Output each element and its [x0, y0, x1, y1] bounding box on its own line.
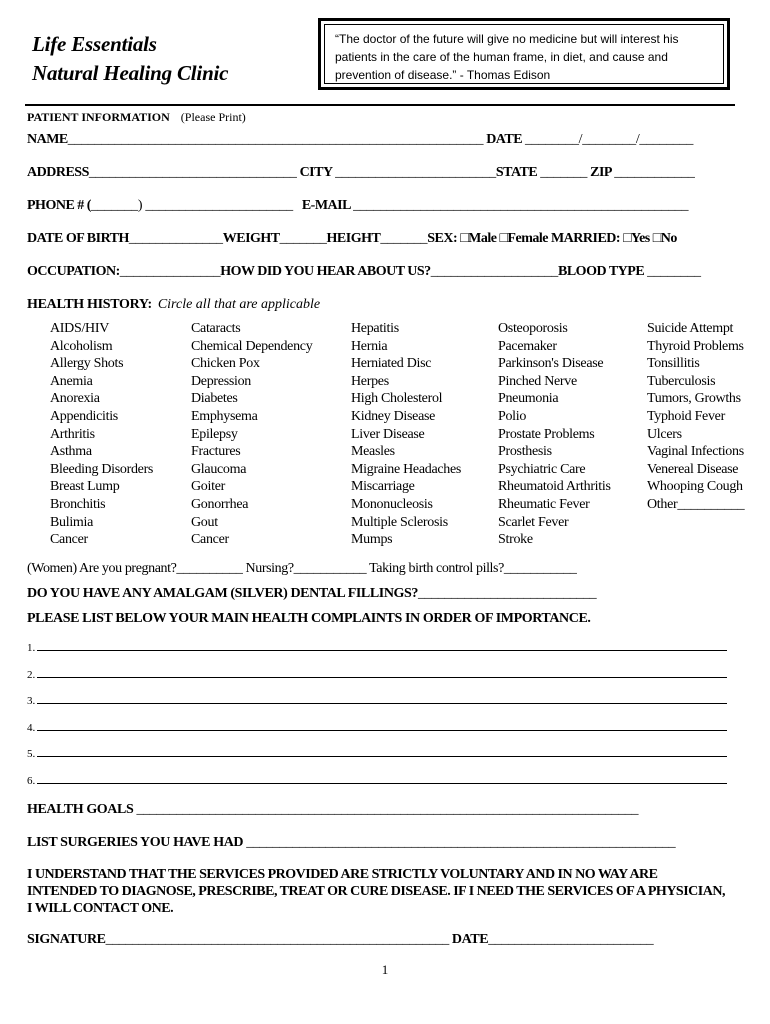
condition-item[interactable]: Asthma	[50, 444, 92, 460]
email-field[interactable]: __________________________________________________	[353, 198, 689, 213]
condition-item[interactable]: Venereal Disease	[647, 461, 739, 477]
clinic-name-line1: Life Essentials	[32, 32, 157, 56]
address-label: ADDRESS	[27, 165, 89, 180]
health-history-title: HEALTH HISTORY:	[27, 297, 152, 312]
complaint-line[interactable]	[27, 695, 730, 707]
condition-item[interactable]: Herniated Disc	[351, 356, 432, 372]
occupation-label: OCCUPATION:	[27, 264, 120, 279]
phone-label: PHONE # (	[27, 198, 91, 213]
condition-item[interactable]: Emphysema	[191, 408, 258, 424]
signature-row	[27, 932, 653, 948]
page-number: 1	[381, 962, 389, 977]
condition-item[interactable]: Stroke	[498, 532, 533, 548]
complaint-number: 6.	[27, 775, 36, 787]
name-label: NAME	[27, 132, 68, 147]
surgeries-label: LIST SURGERIES YOU HAVE HAD	[27, 835, 244, 850]
header-divider	[25, 104, 735, 106]
condition-item[interactable]: Psychiatric Care	[498, 461, 586, 477]
condition-item[interactable]: Cataracts	[191, 321, 241, 336]
name-field[interactable]: ______________________________________________________________	[67, 132, 484, 147]
condition-item[interactable]: Fractures	[191, 444, 241, 460]
disclaimer: I UNDERSTAND THAT THE SERVICES PROVIDED ARE STRICTLY VOLUNTARY AND IN NO WAY ARE INTENDED TO DIAGNOSE, PRESCRIBE, TREAT OR CURE DISEASE. IF I NEED THE SERVICES OF A PHYSICIAN, I WILL CONTACT ONE.	[27, 867, 725, 916]
surgeries-field[interactable]: _________________________________________________________________	[246, 835, 676, 850]
health-goals-field[interactable]: ____________________________________________________________________________	[136, 802, 639, 817]
women-questions[interactable]: (Women) Are you pregnant?__________ Nursing?___________ Taking birth control pills?___________	[27, 561, 577, 576]
dob-label: DATE OF BIRTH	[27, 231, 129, 246]
patient-info-title: PATIENT INFORMATION	[27, 110, 170, 124]
condition-item[interactable]: Pacemaker	[498, 338, 557, 354]
city-field[interactable]: ________________________	[335, 165, 496, 180]
weight-field[interactable]: _______	[279, 231, 327, 246]
date-field[interactable]: ________/________/________	[525, 132, 694, 147]
condition-item[interactable]: Ulcers	[647, 426, 682, 442]
quote-text: “The doctor of the future will give no medicine but will interest his patients in the care of the human frame, in diet, and cause and prevention of disease.” - Thomas Edison	[324, 24, 724, 84]
clinic-name-line2: Natural Healing Clinic	[32, 61, 229, 85]
condition-item[interactable]: Pinched Nerve	[498, 373, 577, 389]
blood-type-field[interactable]: ________	[647, 264, 701, 279]
condition-item[interactable]: Typhoid Fever	[647, 408, 725, 424]
condition-item[interactable]: Arthritis	[50, 426, 95, 442]
date-label: DATE	[486, 132, 523, 147]
condition-item[interactable]: Hernia	[351, 338, 388, 354]
married-no-label: No	[660, 231, 677, 246]
health-goals-row	[27, 802, 638, 818]
condition-item[interactable]: Parkinson's Disease	[498, 356, 604, 372]
condition-item[interactable]: Tumors, Growths	[647, 391, 741, 407]
condition-item[interactable]: Scarlet Fever	[498, 514, 569, 530]
amalgam-field[interactable]: ___________________________	[418, 586, 597, 601]
clinic-name	[32, 30, 228, 88]
amalgam-question	[27, 586, 596, 602]
complaint-field[interactable]	[37, 676, 727, 678]
health-history-heading	[27, 297, 320, 313]
condition-item[interactable]: Thyroid Problems	[647, 338, 744, 354]
condition-item[interactable]: Kidney Disease	[351, 408, 436, 424]
male-checkbox[interactable]: □	[460, 231, 469, 246]
condition-item[interactable]: Prosthesis	[498, 444, 552, 460]
condition-item[interactable]: Rheumatoid Arthritis	[498, 479, 611, 495]
condition-item[interactable]: Multiple Sclerosis	[351, 514, 448, 530]
health-goals-label: HEALTH GOALS	[27, 802, 134, 817]
condition-item[interactable]: Other__________	[647, 496, 745, 512]
conditions-column	[351, 320, 461, 549]
vitals-row	[27, 231, 677, 247]
complaint-field[interactable]	[37, 649, 727, 651]
condition-item[interactable]: Mononucleosis	[351, 496, 433, 512]
referral-label: HOW DID YOU HEAR ABOUT US?	[220, 264, 431, 279]
condition-item[interactable]: Migraine Headaches	[351, 461, 462, 477]
patient-info-note: (Please Print)	[180, 110, 246, 124]
occupation-field[interactable]: _______________	[119, 264, 221, 279]
complaint-field[interactable]	[37, 782, 727, 784]
signature-label: SIGNATURE	[27, 932, 106, 947]
female-label: Female	[507, 231, 548, 246]
condition-item[interactable]: Breast Lump	[50, 479, 120, 495]
condition-item[interactable]: Bleeding Disorders	[50, 461, 154, 477]
condition-item[interactable]: Rheumatic Fever	[498, 496, 590, 512]
condition-item[interactable]: Allergy Shots	[50, 356, 124, 372]
condition-item[interactable]: AIDS/HIV	[50, 321, 110, 336]
zip-field[interactable]: ____________	[614, 165, 695, 180]
phone-email-row	[27, 198, 688, 214]
condition-item[interactable]: Goiter	[191, 479, 225, 495]
condition-item[interactable]: Anorexia	[50, 391, 100, 407]
condition-item[interactable]: Bulimia	[50, 514, 94, 530]
condition-item[interactable]: Depression	[191, 373, 251, 389]
complaint-number: 2.	[27, 668, 36, 681]
condition-item[interactable]: Gout	[191, 514, 218, 530]
condition-item[interactable]: Prostate Problems	[498, 426, 595, 442]
condition-item[interactable]: Pneumonia	[498, 391, 559, 407]
state-label: STATE	[495, 165, 538, 180]
complaint-number: 5.	[27, 748, 36, 761]
condition-item[interactable]: Anemia	[50, 373, 93, 389]
condition-item[interactable]: Alcoholism	[50, 338, 113, 354]
quote-box	[318, 18, 730, 90]
signature-date-field[interactable]: _________________________	[488, 932, 654, 947]
married-label: MARRIED:	[550, 231, 621, 246]
signature-date-label: DATE	[451, 932, 489, 947]
sex-label: SEX:	[427, 231, 458, 246]
referral-field[interactable]: ___________________	[430, 264, 558, 279]
married-yes-label: Yes	[631, 231, 650, 246]
condition-item[interactable]: Suicide Attempt	[647, 321, 734, 336]
conditions-column	[50, 320, 153, 549]
condition-item[interactable]: Cancer	[50, 532, 88, 548]
condition-item[interactable]: Cancer	[191, 532, 229, 548]
complaint-field[interactable]	[37, 729, 727, 731]
condition-item[interactable]: Measles	[351, 444, 395, 460]
state-field[interactable]: _______	[540, 165, 588, 180]
weight-label: WEIGHT	[222, 231, 280, 246]
condition-item[interactable]: Appendicitis	[50, 408, 118, 424]
city-label: CITY	[299, 165, 333, 180]
phone-field[interactable]: _______) ______________________	[90, 198, 293, 213]
height-label: HEIGHT	[326, 231, 381, 246]
complaint-line[interactable]	[27, 722, 730, 734]
condition-item[interactable]: Polio	[498, 408, 527, 424]
amalgam-question-text: DO YOU HAVE ANY AMALGAM (SILVER) DENTAL FILLINGS?	[27, 586, 419, 601]
zip-label: ZIP	[590, 165, 612, 180]
condition-item[interactable]: Miscarriage	[351, 479, 415, 495]
condition-item[interactable]: Glaucoma	[191, 461, 247, 477]
condition-item[interactable]: Chicken Pox	[191, 356, 260, 372]
complaint-field[interactable]	[37, 702, 727, 704]
condition-item[interactable]: Hepatitis	[351, 321, 399, 336]
condition-item[interactable]: Epilepsy	[191, 426, 238, 442]
female-checkbox[interactable]: □	[499, 231, 508, 246]
email-label: E-MAIL	[301, 198, 351, 213]
patient-info-heading	[27, 110, 246, 125]
signature-field[interactable]: ____________________________________________________	[105, 932, 449, 947]
conditions-column	[647, 320, 744, 514]
occupation-row	[27, 264, 701, 280]
address-row	[27, 165, 695, 181]
complaint-number: 4.	[27, 721, 36, 734]
blood-type-label: BLOOD TYPE	[558, 264, 645, 279]
complaint-number: 3.	[27, 695, 36, 708]
condition-item[interactable]: Liver Disease	[351, 426, 425, 442]
height-field[interactable]: _______	[380, 231, 428, 246]
complaint-line[interactable]	[27, 775, 730, 787]
complaint-line[interactable]	[27, 642, 730, 654]
condition-item[interactable]: Osteoporosis	[498, 321, 568, 336]
condition-item[interactable]: Chemical Dependency	[191, 338, 313, 354]
condition-item[interactable]: Tuberculosis	[647, 373, 716, 389]
complaint-field[interactable]	[37, 755, 727, 757]
condition-item[interactable]: Vaginal Infections	[647, 444, 744, 460]
condition-item[interactable]: Whooping Cough	[647, 479, 743, 495]
condition-item[interactable]: Gonorrhea	[191, 496, 249, 512]
condition-item[interactable]: Bronchitis	[50, 496, 106, 512]
conditions-column	[498, 320, 611, 549]
male-label: Male	[468, 231, 497, 246]
complaint-line[interactable]	[27, 748, 730, 760]
health-history-subtitle: Circle all that are applicable	[157, 297, 321, 312]
name-date-row	[27, 132, 693, 148]
condition-item[interactable]: High Cholesterol	[351, 391, 443, 407]
condition-item[interactable]: Tonsillitis	[647, 356, 700, 372]
dob-field[interactable]: ______________	[128, 231, 223, 246]
complaint-line[interactable]	[27, 669, 730, 681]
condition-item[interactable]: Herpes	[351, 373, 389, 389]
address-field[interactable]: _______________________________	[88, 165, 297, 180]
married-yes-checkbox[interactable]: □	[623, 231, 632, 246]
condition-item[interactable]: Diabetes	[191, 391, 238, 407]
conditions-column	[191, 320, 312, 549]
complaints-title: PLEASE LIST BELOW YOUR MAIN HEALTH COMPLAINTS IN ORDER OF IMPORTANCE.	[27, 611, 591, 626]
condition-item[interactable]: Mumps	[351, 532, 393, 548]
surgeries-row	[27, 835, 675, 851]
married-no-checkbox[interactable]: □	[652, 231, 661, 246]
complaint-number: 1.	[27, 642, 36, 654]
